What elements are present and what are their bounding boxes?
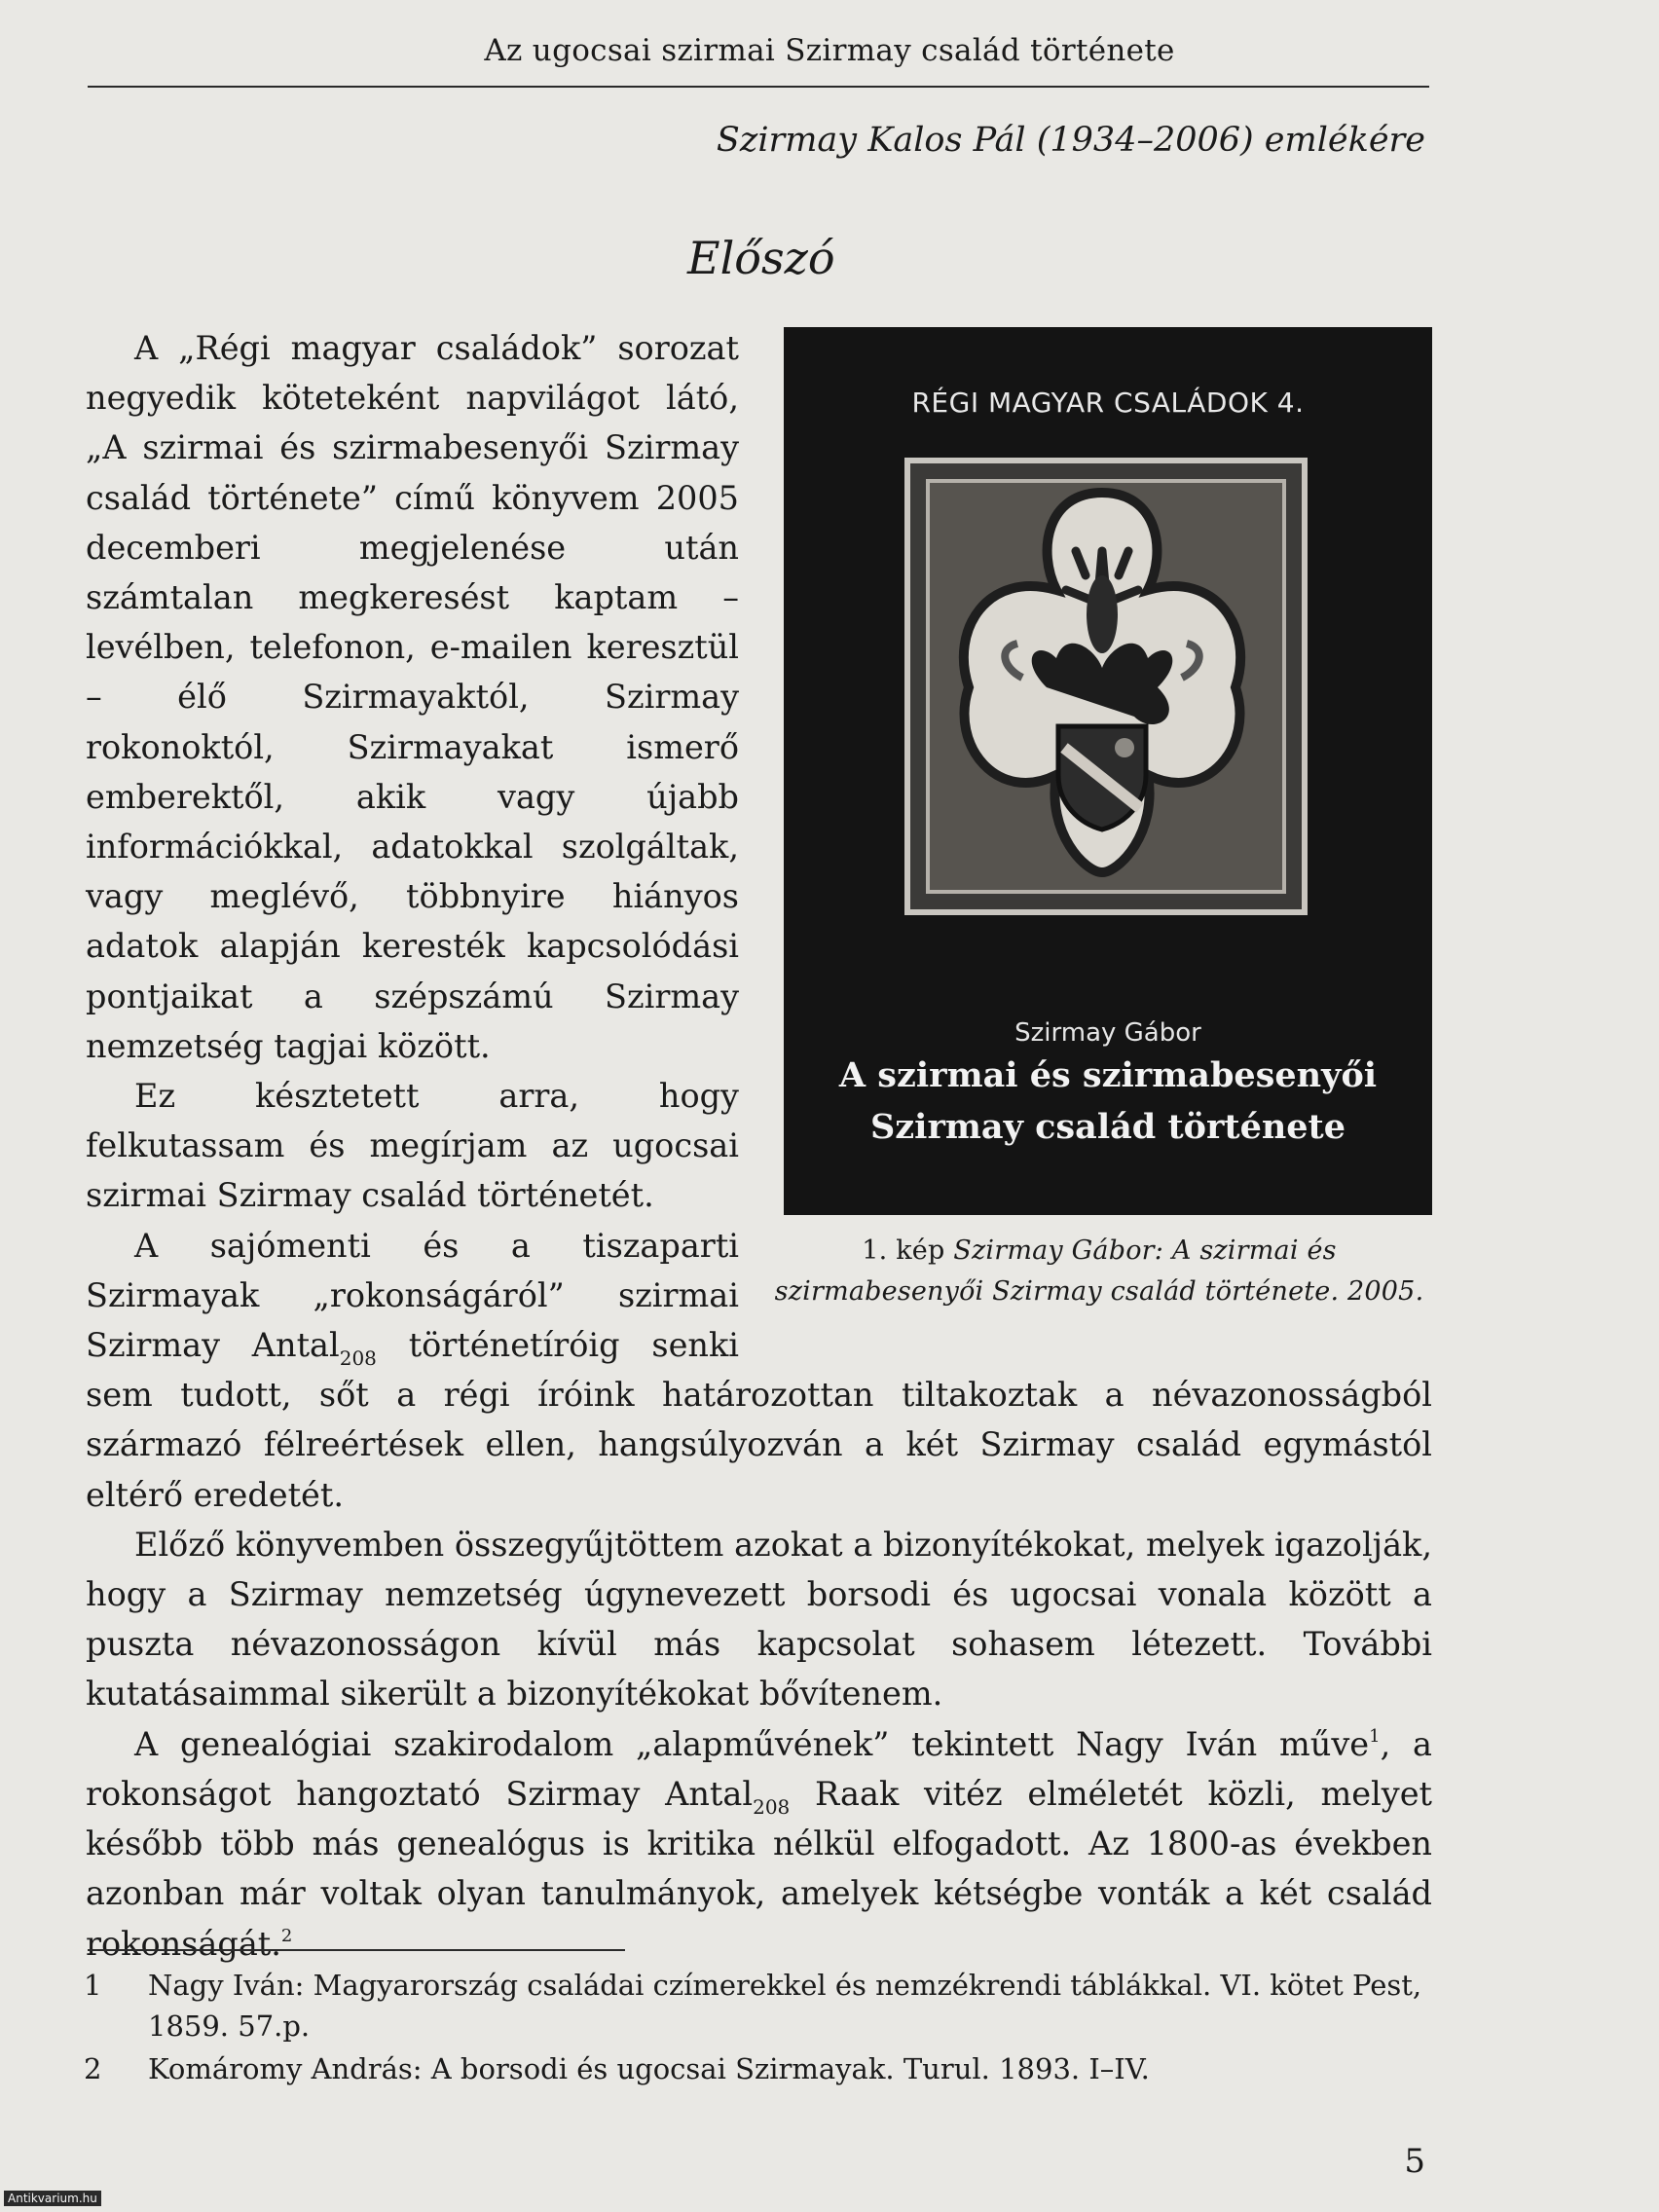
footnote-text: Nagy Iván: Magyarország családai czímerekkel és nemzékrendi táblákkal. VI. kötet Pest, 1859. 57.p. bbox=[148, 1969, 1422, 2043]
book-cover-figure bbox=[766, 327, 1432, 1312]
running-title: Az ugocsai szirmai Szirmay család története bbox=[484, 33, 1175, 68]
paragraph-4: Előző könyvemben összegyűjtöttem azokat a bizonyítékokat, melyek igazolják, hogy a Szirmay nemzetség úgynevezett borsodi és ugocsai vonala között a puszta névazonosságon kívül más kapcsolat sohasem létezett. További kutatásaimmal sikerült a bizonyítékokat bővítenem. bbox=[86, 1525, 1432, 1714]
paragraph-3-part-b: történetíróig senki sem tudott, sőt a régi íróink határozottan tiltakoztak a névazonosságból származó félreértések ellen, hangsúlyozván a két Szirmay család egymástól eltérő eredetét. bbox=[86, 1326, 1432, 1514]
cover-series-label: RÉGI MAGYAR CSALÁDOK 4. bbox=[911, 387, 1305, 419]
footnote-rule bbox=[88, 1949, 625, 1951]
caption-text: Szirmay Gábor: A szirmai és szirmabesenyői Szirmay család története. 2005. bbox=[774, 1235, 1424, 1307]
footnote-2 bbox=[84, 2048, 1433, 2089]
footnote-number: 2 bbox=[84, 2052, 102, 2085]
body-text bbox=[86, 323, 1432, 1969]
paragraph-3-part-a: A sajómenti és a tiszaparti Szirmayak „rokonságáról” szirmai Szirmay Antal bbox=[86, 1226, 739, 1365]
figure-caption bbox=[766, 1231, 1432, 1312]
cover-author: Szirmay Gábor bbox=[1014, 1018, 1201, 1048]
chapter-title: Előszó bbox=[687, 232, 835, 284]
paragraph-5 bbox=[86, 1719, 1432, 1969]
footnote-text: Komáromy András: A borsodi és ugocsai Szirmayak. Turul. 1893. I–IV. bbox=[148, 2052, 1150, 2085]
footnotes bbox=[84, 1965, 1433, 2091]
cover-title-line-1: A szirmai és szirmabesenyői bbox=[838, 1055, 1378, 1095]
page-number: 5 bbox=[1404, 2142, 1425, 2181]
cover-book-title bbox=[784, 1050, 1432, 1153]
coat-of-arms-icon bbox=[930, 483, 1274, 882]
footnote-ref-1[interactable]: 1 bbox=[1369, 1725, 1381, 1747]
paragraph-2: Ez késztetett arra, hogy felkutassam és megírjam az ugocsai szirmai Szirmay család történetét. bbox=[86, 1077, 739, 1215]
emblem-panel bbox=[926, 479, 1286, 894]
dedication: Szirmay Kalos Pál (1934–2006) emlékére bbox=[716, 121, 1425, 160]
cover-emblem-frame bbox=[904, 458, 1308, 915]
paragraph-1: A „Régi magyar családok” sorozat negyedik köteteként napvilágot látó, „A szirmai és szirmabesenyői Szirmay család története” című könyvem 2005 decemberi megjelenése után számtalan megkeresést kaptam – levélben, telefonon, e-mailen keresztül – élő Szirmayaktól, Szirmay rokonoktól, Szirmayakat ismerő emberektől, akik vagy újabb információkkal, adatokkal szolgáltak, vagy meglévő, többnyire hiányos adatok alapján keresték kapcsolódási pontjaikat a szépszámú Szirmay nemzetség tagjai között. bbox=[86, 329, 739, 1065]
cover-title-line-2: Szirmay család története bbox=[870, 1107, 1346, 1147]
person-index-subscript: 208 bbox=[753, 1794, 791, 1819]
footnote-number: 1 bbox=[84, 1969, 102, 2002]
book-cover bbox=[784, 327, 1432, 1215]
watermark: Antikvarium.hu bbox=[4, 2191, 101, 2206]
paragraph-5-part-a: A genealógiai szakirodalom „alapművének” tekintett Nagy Iván műve bbox=[134, 1724, 1370, 1763]
footnote-1 bbox=[84, 1965, 1433, 2046]
paragraph-5-part-b: , a rokonságot hangoztató Szirmay Antal bbox=[86, 1724, 1432, 1813]
footnote-ref-2[interactable]: 2 bbox=[280, 1925, 293, 1946]
person-index-subscript: 208 bbox=[339, 1346, 377, 1371]
header-rule bbox=[88, 86, 1429, 88]
paragraph-5-part-c: Raak vitéz elméletét közli, melyet később több más genealógus is kritika nélkül elfogadott. Az 1800-as években azonban már voltak olyan tanulmányok, amelyek kétségbe vonták a két család rokonságát. bbox=[86, 1774, 1432, 1963]
caption-label: 1. kép bbox=[862, 1235, 945, 1266]
